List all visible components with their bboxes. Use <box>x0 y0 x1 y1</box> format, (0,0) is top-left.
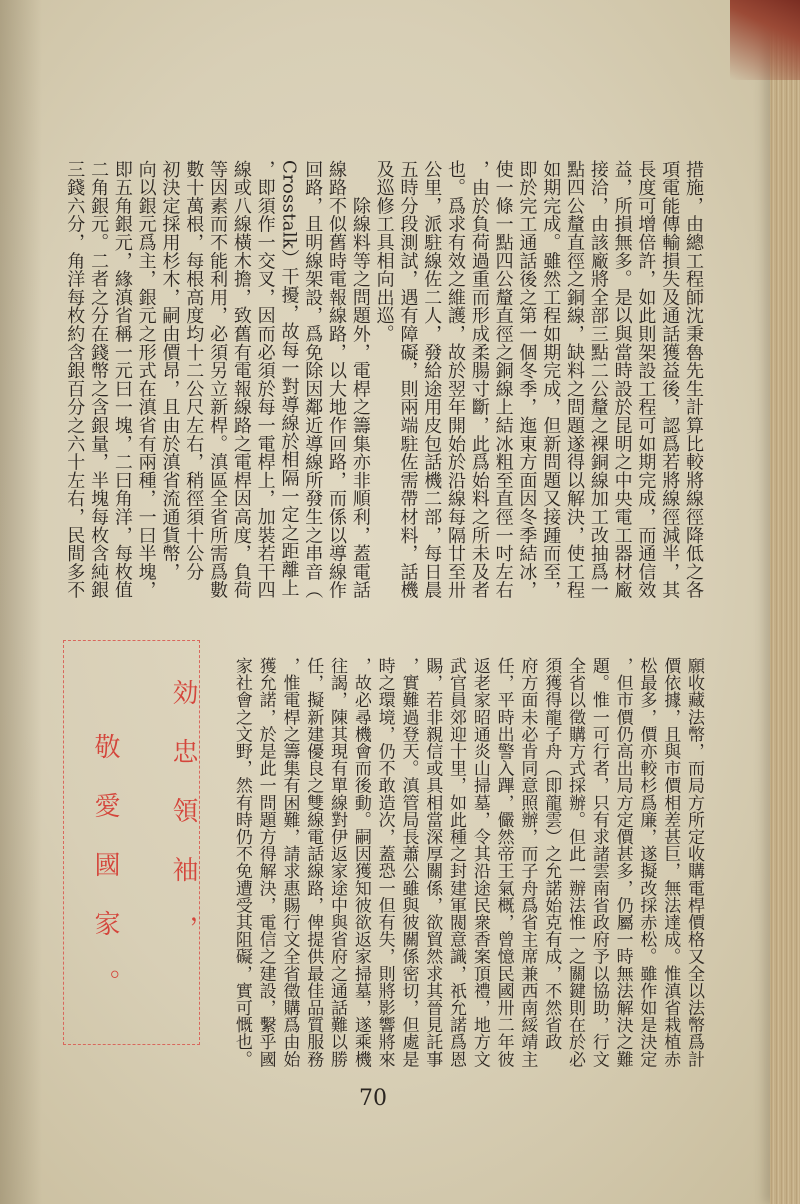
text-column: 項電能傳輸損失及通話獲益後，認爲若將線徑減半，其 <box>659 160 681 600</box>
text-column: 願收藏法幣，而局方所定收購電桿價格又全以法幣爲計 <box>684 657 704 1068</box>
text-column: 二角銀元。二者之分在錢幣之含銀量，半塊每枚含純銀 <box>88 160 110 600</box>
text-column: 線或八線橫木擔，致舊有電報線路之電桿因高度，負荷 <box>230 160 252 600</box>
text-column: 府方面未必肯同意照辦，而子舟爲省主席兼西南綏靖主 <box>517 657 538 1068</box>
text-column: 除線料等之問題外，電桿之籌集亦非順利，蓋電話 <box>349 160 371 600</box>
page-number: 70 <box>359 1086 387 1111</box>
text-column: 價依據，且與市價相差甚巨，無法達成。惟滇省栽植赤 <box>660 657 681 1068</box>
text-column: 向以銀元爲主，銀元之形式在滇省有兩種，一曰半塊， <box>135 160 157 600</box>
lower-text-block <box>229 657 705 1077</box>
text-column: 數十萬根，每根高度均十二公尺左右，稍徑須十公分 <box>183 160 205 581</box>
text-column: 三錢六分，角洋每枚約含銀百分之六十左右，民間多不 <box>64 160 86 600</box>
text-column: 任，平時出警入蹕，儼然帝王氣概，曾憶民國卅二年彼 <box>493 657 514 1068</box>
text-column: ，由於負荷過重而形成柔腸寸斷，此爲始料之所未及者 <box>468 160 490 600</box>
text-column: 如期完成。雖然工程如期完成，但新問題又接踵而至， <box>540 160 562 600</box>
text-column: 接洽，由該廠將全部三點二公釐之裸銅線加工改抽爲一 <box>587 160 609 600</box>
slogan-line-loyalty: 効忠領袖， <box>168 679 198 974</box>
text-column: 須獲得龍子舟（即龍雲）之允諾始克有成，不然省政 <box>541 657 562 1051</box>
text-column: 措施，由總工程師沈秉魯先生計算比較將線徑降低之各 <box>683 160 704 600</box>
text-column: 長度可增倍許，如此則架設工程可如期完成，而通信效 <box>635 160 657 600</box>
text-column: 五時分段測試，遇有障礙，則兩端駐佐需帶材料，話機 <box>397 160 419 600</box>
text-column: 武官員郊迎十里，如此種之封建軍閥意識，祇允諾爲恩 <box>446 657 467 1068</box>
text-column: 任，擬新建優良之雙線電話線路，俾提供最佳品質服務 <box>303 657 324 1068</box>
text-column: ，故必尋機會而後動。嗣因獲知彼欲返家掃墓，遂乘機 <box>350 657 371 1068</box>
text-column: 回路，且明線架設，爲免除因鄰近導線所發生之串音（ <box>302 160 324 600</box>
text-column: 線路不似舊時電報線路，以大地作回路，而係以導線作 <box>326 160 348 600</box>
text-column: 往謁，陳其現有單線對伊返家途中與省府之通話難以勝 <box>327 657 348 1068</box>
text-column: 使一條一點四公釐直徑之銅線上結冰粗至直徑一吋左右 <box>492 160 514 600</box>
text-column: 也。爲求有效之維護，故於翌年開始於沿線每隔廿至卅 <box>445 160 467 600</box>
text-column: 家社會之文野，然有時仍不免遭受其阻礙，實可慨也。 <box>231 657 252 1068</box>
text-column: 益，所損無多。是以與當時設於昆明之中央電工器材廠 <box>611 160 633 600</box>
text-column: 點四公釐直徑之銅線，缺料之問題遂得以解決，使工程 <box>564 160 586 600</box>
text-column: Crosstalk）干擾，故每一對導線於相隔一定之距離上 <box>278 160 300 597</box>
text-column: 等因素而不能利用，必須另立新桿。滇區全省所需爲數 <box>207 160 229 600</box>
page-stack-edge <box>770 0 800 1204</box>
text-column: ，惟電桿之籌集有困難，請求惠賜行文全省徵購爲由始 <box>279 657 300 1068</box>
text-column: 返老家昭通炎山掃墓，令其沿途民衆香案頂禮，地方文 <box>469 657 490 1068</box>
text-column: ，但市價仍高出局方定價甚多，仍屬一時無法解決之難 <box>612 657 633 1068</box>
text-column: 公里，派駐線佐二人，發給途用皮包話機二部，每日晨 <box>421 160 443 600</box>
text-column: 題。惟一可行者，只有求諸雲南省政府予以協助，行文 <box>588 657 609 1068</box>
text-column: 獲允諾，於是此一問題方得解決，電信之建設，繫乎國 <box>255 657 276 1068</box>
slogan-line-patriotism: 敬愛國家。 <box>90 733 120 1028</box>
slogan-box <box>63 640 200 1045</box>
book-cover-corner <box>730 0 800 80</box>
text-column: ，實難過登天。滇管局長蕭公雖與彼關係密切，但處是 <box>398 657 419 1068</box>
gutter-shadow <box>0 0 42 1204</box>
text-column: 時之環境，仍不敢造次，蓋恐一但有失，則將影響將來 <box>374 657 395 1068</box>
text-column: 即於完工通話後之第一個冬季，迤東方面因冬季結冰， <box>516 160 538 600</box>
text-column: 即五角銀元，緣滇省稱一元曰一塊，二曰角洋，每枚值 <box>111 160 133 600</box>
text-column: ，即須作一交叉，因而必須於每一電桿上，加裝若干四 <box>254 160 276 600</box>
text-column: 全省以徵購方式採辦。但此一辦法惟一之關鍵則在於必 <box>565 657 586 1068</box>
upper-text-block <box>63 160 705 612</box>
text-column: 松最多，價亦較杉爲廉，遂擬改採赤松。雖作如是決定 <box>636 657 657 1068</box>
text-column: 及巡修工具相向出巡。 <box>373 160 395 343</box>
text-column: 賜，若非親信或具相當深厚關係，欲貿然求其晉見託事 <box>422 657 443 1068</box>
text-column: 初決定採用杉木，嗣由價昂，且由於滇省流通貨幣， <box>159 160 181 581</box>
